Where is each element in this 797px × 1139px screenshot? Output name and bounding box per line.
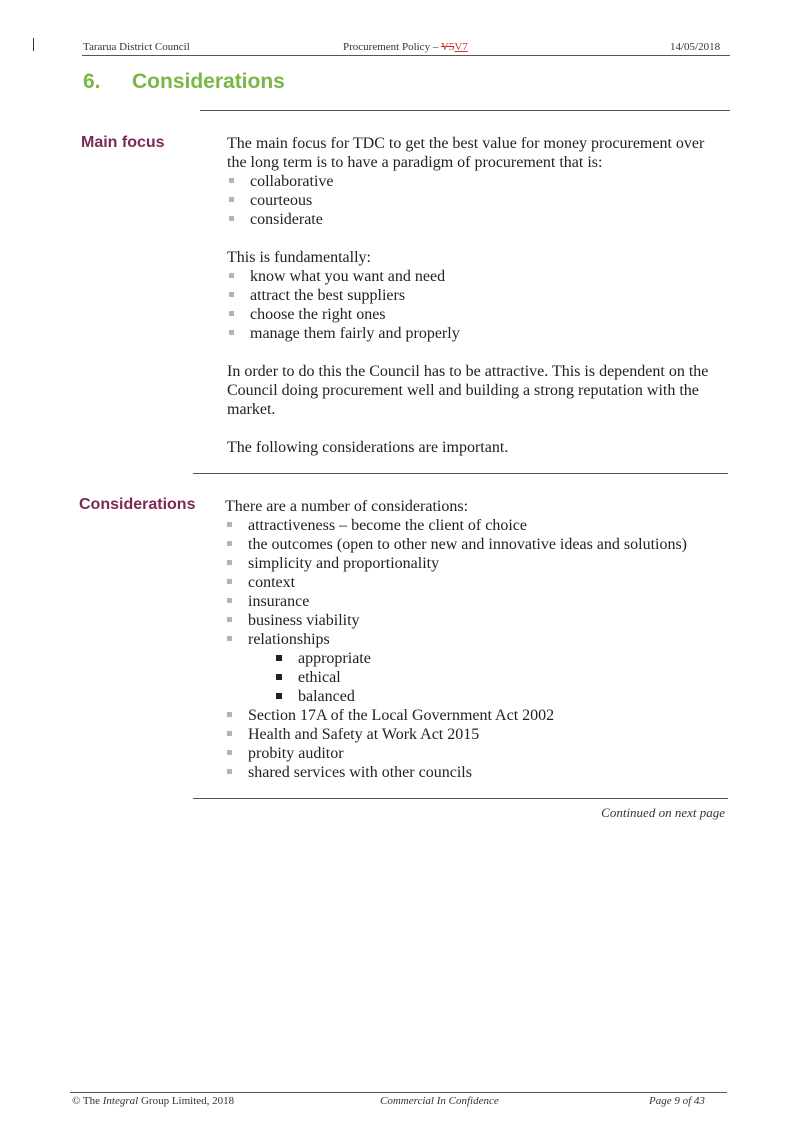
list-item	[225, 763, 725, 782]
bullet-square-icon	[227, 541, 232, 546]
main-focus-closing: The following considerations are important.	[227, 439, 509, 456]
header-title-prefix: Procurement Policy –	[343, 41, 441, 53]
considerations-intro: There are a number of considerations:	[225, 498, 469, 515]
list-item	[225, 516, 725, 535]
paradigm-list	[227, 172, 727, 229]
footer-page-text: Page 9 of 43	[649, 1095, 705, 1107]
attractive-paragraph: In order to do this the Council has to be attractive. This is dependent on the Council doing procurement well and building a strong reputation with the market.	[227, 363, 709, 418]
list-item	[225, 744, 725, 763]
list-item-text: insurance	[248, 593, 310, 610]
bullet-square-icon	[227, 579, 232, 584]
fundamentally-list	[227, 267, 727, 343]
list-item-text: choose the right ones	[250, 306, 386, 323]
bullet-square-icon	[227, 750, 232, 755]
header-version-inserted: V7	[454, 41, 468, 53]
bullet-square-icon	[227, 769, 232, 774]
list-item-text: Section 17A of the Local Government Act 2002	[248, 707, 555, 724]
considerations-list	[225, 516, 725, 649]
chapter-title: Considerations	[132, 70, 285, 93]
list-item-text: relationships	[248, 631, 330, 648]
list-item-text: attractiveness – become the client of choice	[248, 517, 527, 534]
bullet-square-icon	[229, 273, 234, 278]
list-item-text: know what you want and need	[250, 268, 446, 285]
header-rule	[82, 55, 730, 56]
header-date: 14/05/2018	[670, 41, 721, 53]
list-item	[274, 668, 725, 687]
bullet-square-icon	[229, 292, 234, 297]
header-org: Tararua District Council	[83, 41, 190, 53]
list-item	[227, 172, 727, 191]
list-item-text: manage them fairly and properly	[250, 325, 460, 342]
list-item-text: shared services with other councils	[248, 764, 472, 781]
list-item	[227, 286, 727, 305]
list-item	[225, 573, 725, 592]
footer-confidentiality: Commercial In Confidence	[380, 1095, 499, 1107]
footer-page-number	[649, 1095, 705, 1107]
bullet-square-icon	[227, 617, 232, 622]
list-item-text: courteous	[250, 192, 313, 209]
main-focus-intro: The main focus for TDC to get the best value for money procurement over the long term is to have a paradigm of procurement that is:	[227, 135, 705, 171]
footer-copyright-suffix: Group Limited, 2018	[138, 1095, 235, 1107]
list-item-text: context	[248, 574, 296, 591]
bullet-square-icon	[227, 560, 232, 565]
list-item-text: simplicity and proportionality	[248, 555, 440, 572]
considerations-body	[225, 497, 725, 782]
footer-copyright-brand: Integral	[102, 1095, 139, 1107]
bullet-square-icon	[227, 522, 232, 527]
bullet-square-icon	[229, 330, 234, 335]
relationships-sublist	[274, 649, 725, 706]
bullet-square-icon	[229, 197, 234, 202]
bullet-square-icon	[276, 674, 282, 680]
list-item-text: collaborative	[250, 173, 334, 190]
list-item	[227, 305, 727, 324]
footer-rule	[70, 1092, 727, 1093]
list-item	[227, 191, 727, 210]
list-item-text: ethical	[298, 669, 341, 686]
list-item	[225, 611, 725, 630]
bullet-square-icon	[227, 731, 232, 736]
header-title	[343, 41, 468, 53]
main-focus-body	[227, 134, 727, 457]
considerations-label: Considerations	[79, 496, 196, 513]
chapter-rule	[200, 110, 730, 111]
list-item-text: attract the best suppliers	[250, 287, 406, 304]
section-rule	[193, 798, 728, 799]
bullet-square-icon	[229, 311, 234, 316]
list-item-text: business viability	[248, 612, 360, 629]
bullet-square-icon	[227, 636, 232, 641]
list-item-text: considerate	[250, 211, 323, 228]
list-item	[225, 725, 725, 744]
considerations-list-continued	[225, 706, 725, 782]
revision-change-bar	[33, 38, 34, 51]
list-item-text: appropriate	[298, 650, 371, 667]
list-item	[225, 630, 725, 649]
list-item	[227, 267, 727, 286]
list-item-text: Health and Safety at Work Act 2015	[248, 726, 480, 743]
list-item	[227, 324, 727, 343]
list-item	[225, 706, 725, 725]
list-item	[227, 210, 727, 229]
list-item-text: balanced	[298, 688, 355, 705]
list-item	[225, 554, 725, 573]
footer-copyright-prefix: © The	[72, 1095, 103, 1107]
chapter-number: 6.	[83, 70, 101, 93]
list-item	[225, 592, 725, 611]
bullet-square-icon	[229, 216, 234, 221]
section-rule	[193, 473, 728, 474]
list-item	[274, 687, 725, 706]
list-item	[225, 535, 725, 554]
list-item-text: the outcomes (open to other new and innovative ideas and solutions)	[248, 536, 688, 553]
footer-copyright	[72, 1095, 234, 1107]
fundamentally-intro: This is fundamentally:	[227, 249, 371, 266]
bullet-square-icon	[227, 712, 232, 717]
header-version-deleted: V5	[440, 41, 455, 53]
bullet-square-icon	[276, 655, 282, 661]
main-focus-label: Main focus	[81, 134, 165, 151]
bullet-square-icon	[227, 598, 232, 603]
bullet-square-icon	[276, 693, 282, 699]
list-item-text: probity auditor	[248, 745, 344, 762]
bullet-square-icon	[229, 178, 234, 183]
list-item	[274, 649, 725, 668]
continued-note: Continued on next page	[601, 805, 725, 820]
